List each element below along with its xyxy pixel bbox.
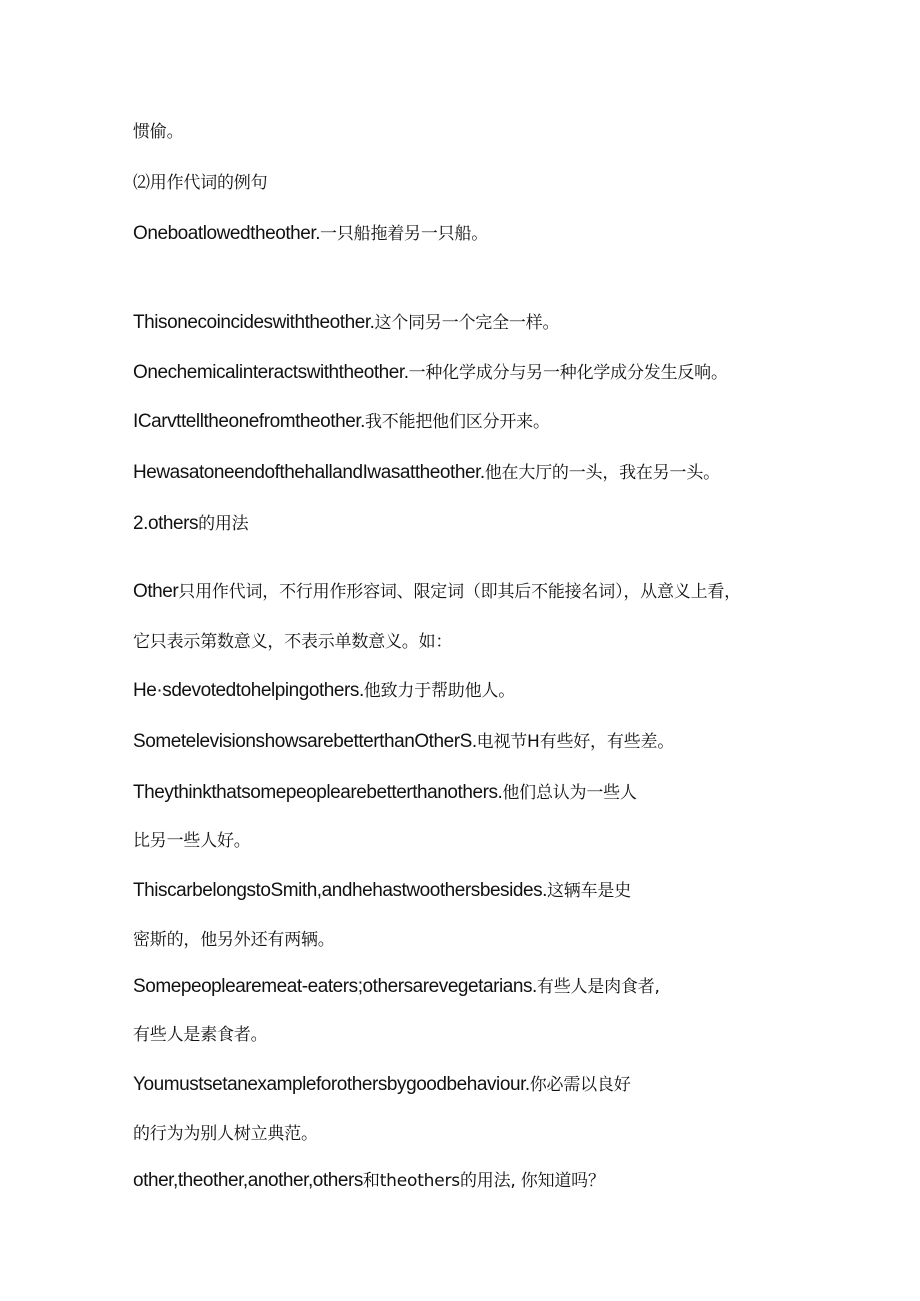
english-text: 2.others: [133, 513, 199, 534]
chinese-text: 密斯的，他另外还有两辆。: [133, 930, 335, 950]
text-line: [133, 829, 251, 853]
english-text: ThiscarbelongstoSmith,andhehastwoothersbesides.: [133, 880, 547, 901]
text-line: [133, 679, 515, 703]
section-heading: [133, 512, 248, 536]
chinese-text: 它只表示第数意义，不表示单数意义。如：: [133, 632, 453, 652]
english-text: SometelevisionshowsarebetterthanOtherS.: [133, 731, 477, 752]
text-line: [133, 975, 660, 999]
text-line: [133, 1023, 267, 1047]
english-text: Onechemicalinteractswiththeother.: [133, 362, 409, 383]
chinese-text: 一种化学成分与另一种化学成分发生反响。: [408, 363, 728, 383]
chinese-text: ⑵用作代词的例句: [133, 173, 268, 193]
text-line: [133, 311, 559, 335]
text-line: [133, 730, 674, 754]
chinese-text: 的用法: [198, 514, 249, 534]
text-line: [133, 410, 550, 434]
text-line: [133, 461, 720, 485]
english-text: Thisonecoincideswiththeother.: [133, 312, 375, 333]
chinese-text: 惯偷。: [133, 122, 184, 142]
english-text: Somepeoplearemeat-eaters;othersarevegetarians.: [133, 976, 537, 997]
chinese-text: 有些人是肉食者,: [536, 977, 660, 997]
english-text: Oneboatlowedtheother.: [133, 223, 321, 244]
text-line: [133, 1122, 318, 1146]
english-text: Theythinkthatsomepeoplearebetterthanothers.: [133, 782, 503, 803]
chinese-text: 我不能把他们区分开来。: [364, 412, 550, 432]
text-line: [133, 580, 741, 604]
english-text: Other: [133, 581, 179, 602]
text-line: [133, 1169, 605, 1193]
english-text: other,theother,another,others: [133, 1170, 363, 1191]
english-text: He·sdevotedtohelpingothers.: [133, 680, 364, 701]
english-text: Youmustsetanexampleforothersbygoodbehaviour.: [133, 1074, 530, 1095]
chinese-text: 一只船拖着另一只船。: [320, 224, 489, 244]
english-text: HewasatoneendofthehallandIwasattheother.: [133, 462, 485, 483]
text-line: [133, 630, 452, 654]
chinese-text: 和theothers的用法, 你知道吗？: [362, 1171, 605, 1191]
text-line: [133, 879, 631, 903]
chinese-text: 这辆车是史: [547, 881, 631, 901]
chinese-text: 只用作代词，不行用作形容词、限定词（即其后不能接名词），从意义上看，: [178, 582, 741, 602]
chinese-text: 他在大厅的一头，我在另一头。: [484, 463, 720, 483]
text-line: [133, 361, 728, 385]
chinese-text: 你必需以良好: [529, 1075, 631, 1095]
chinese-text: 这个同另一个完全一样。: [374, 313, 560, 333]
text-line: [133, 781, 637, 805]
chinese-text: 的行为为别人树立典范。: [133, 1124, 318, 1144]
text-line: [133, 928, 335, 952]
chinese-text: 他们总认为一些人: [502, 783, 637, 803]
text-line: [133, 120, 183, 144]
chinese-text: 电视节H有些好，有些差。: [476, 732, 675, 752]
section-heading: [133, 171, 267, 195]
text-line: [133, 1073, 631, 1097]
chinese-text: 比另一些人好。: [133, 831, 251, 851]
chinese-text: 有些人是素食者。: [133, 1025, 268, 1045]
text-line: [133, 222, 488, 246]
chinese-text: 他致力于帮助他人。: [363, 681, 515, 701]
english-text: ICarvttelltheonefromtheother.: [133, 411, 365, 432]
